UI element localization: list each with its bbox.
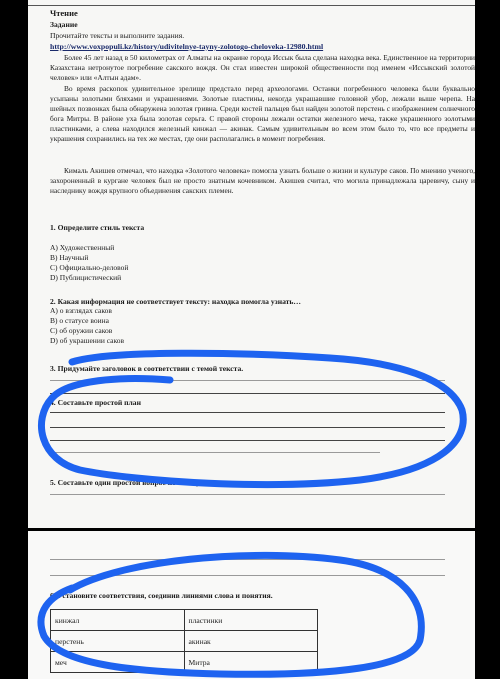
answer-line[interactable]: [50, 452, 380, 453]
task-instruction: Прочитайте тексты и выполните задания.: [50, 31, 185, 40]
table-row: [51, 652, 318, 673]
answer-line[interactable]: [50, 380, 445, 381]
match-concept[interactable]: пластинки: [184, 610, 318, 631]
q2-option-b[interactable]: В) о статусе воина: [50, 316, 109, 325]
question-5-title: 5. Составьте один простой вопрос по тексту: [50, 478, 200, 487]
table-row: [51, 610, 318, 631]
matching-table: [50, 609, 318, 673]
source-link[interactable]: http://www.voxpopuli.kz/history/udivitelnye-tayny-zolotogo-cheloveka-12980.html: [50, 42, 324, 51]
worksheet-page: [28, 0, 475, 528]
question-6-title: 6. Установите соответствия, соединив линиями слова и понятия.: [50, 591, 273, 600]
q1-option-d[interactable]: D) Публицистический: [50, 273, 122, 282]
match-word[interactable]: перстень: [51, 631, 185, 652]
answer-line[interactable]: [50, 427, 445, 428]
answer-line[interactable]: [50, 575, 445, 576]
q1-option-b[interactable]: В) Научный: [50, 253, 89, 262]
q2-option-c[interactable]: С) об оружии саков: [50, 326, 113, 335]
paragraph-3: Кималь Акишев отмечал, что находка «Золотого человека» помогла узнать больше о жизни и культуре саков. По мнению ученого, захороненный в кургане человек был не просто знатным кочевником. Акишев считал, что могила принадлежала царевичу, сыну и наследнику вождя крупного объединения сакских племен.: [50, 166, 475, 196]
match-concept[interactable]: акинак: [184, 631, 318, 652]
paragraph-2: Во время раскопок удивительное зрелище предстало перед археологами. Останки погребенного человека были буквально усыпаны золотыми бляхами и украшениями. Золотые пластины, некогда украшавшие головной убор, лежали выше черепа. На шейных позвонках была обнаружена золотая гривна. Среди костей пальцев был найден золотой перстень с изображением солнечного бога Митры. В районе уха была золотая серьга. С правой стороны лежали остатки железного меча, также украшенного золотыми пластинками, а слева находился железный кинжал — акинак. Самым удивительным во всем этом было то, что все предметы и украшения сохранились на тех же местах, где они располагались в момент погребения.: [50, 84, 475, 144]
match-word[interactable]: меч: [51, 652, 185, 673]
answer-line[interactable]: [50, 393, 445, 394]
match-concept[interactable]: Митра: [184, 652, 318, 673]
answer-line[interactable]: [50, 440, 445, 441]
q1-option-a[interactable]: А) Художественный: [50, 243, 115, 252]
question-2-title: 2. Какая информация не соответствует тексту: находка помогла узнать…: [50, 297, 302, 306]
task-label: Задание: [50, 20, 78, 29]
question-1-title: 1. Определите стиль текста: [50, 223, 145, 232]
worksheet-page-continued: [28, 531, 475, 679]
match-word[interactable]: кинжал: [51, 610, 185, 631]
answer-line[interactable]: [50, 559, 445, 560]
question-3-title: 3. Придумайте заголовок в соответствии с темой текста.: [50, 364, 244, 373]
paragraph-1: Более 45 лет назад в 50 километрах от Алматы на окраине города Иссык была сделана находка века. Единственное на территории Казахстана нетронутое погребение сакского вождя. Он стал известен широкой общественности под именем «Иссыкский золотой человек» или «Алтын адам».: [50, 53, 475, 83]
top-divider: [28, 5, 475, 6]
section-title: Чтение: [50, 8, 78, 18]
question-4-title: 4. Составьте простой план: [50, 398, 141, 407]
answer-line[interactable]: [50, 494, 445, 495]
q1-option-c[interactable]: С) Официально-деловой: [50, 263, 129, 272]
q2-option-a[interactable]: А) о взглядах саков: [50, 306, 112, 315]
table-row: [51, 631, 318, 652]
answer-line[interactable]: [50, 412, 445, 413]
q2-option-d[interactable]: D) об украшении саков: [50, 336, 125, 345]
